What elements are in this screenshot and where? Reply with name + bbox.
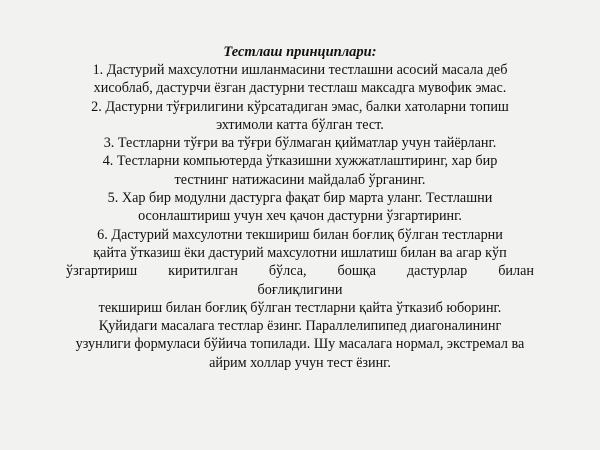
- text-line-7: тестнинг натижасини майдалаб ўрганинг.: [174, 171, 426, 188]
- text-line-2: хисоблаб, дастурчи ёзган дастурни тестлаш максадга мувофик эмас.: [93, 80, 507, 97]
- text-line-5: 3. Тестларни тўғри ва тўғри бўлмаган қийматлар учун тайёрланг.: [103, 135, 497, 152]
- text-line-12: ўзгартириш киритилган бўлса, бошқа дастурлар билан: [66, 263, 534, 280]
- text-line-15: Қуйидаги масалага тестлар ёзинг. Параллелипипед диагоналининг: [98, 318, 502, 335]
- text-line-11: қайта ўтказиш ёки дастурий махсулотни ишлатиш билан ва агар кўп: [93, 244, 507, 261]
- text-line-3: 2. Дастурни тўғрилигини кўрсатадиган эмас, балки хатоларни топиш: [91, 98, 509, 115]
- text-line-17: айрим холлар учун тест ёзинг.: [209, 354, 391, 371]
- text-line-8: 5. Хар бир модулни дастурга фақат бир марта уланг. Тестлашни: [107, 190, 493, 207]
- text-line-14: текшириш билан боғлиқ бўлган тестларни қайта ўтказиб юборинг.: [98, 299, 502, 316]
- text-line-13: боғлиқлигини: [257, 281, 343, 298]
- slide-title: Тестлаш принциплари:: [223, 44, 377, 60]
- text-line-10: 6. Дастурий махсулотни текшириш билан боғлиқ бўлган тестларни: [97, 226, 503, 243]
- text-line-1: 1. Дастурий махсулотни ишланмасини тестлашни асосий масала деб: [92, 62, 508, 78]
- text-line-4: эхтимоли катта бўлган тест.: [216, 116, 384, 133]
- text-line-6: 4. Тестларни компьютерда ўтказишни хужжатлаштиринг, хар бир: [102, 153, 498, 170]
- text-line-16: узунлиги формуласи бўйича топилади. Шу масалага нормал, экстремал ва: [75, 336, 525, 353]
- slide-body: [66, 61, 534, 372]
- text-line-9: осонлаштириш учун хеч қачон дастурни ўзгартиринг.: [138, 208, 462, 225]
